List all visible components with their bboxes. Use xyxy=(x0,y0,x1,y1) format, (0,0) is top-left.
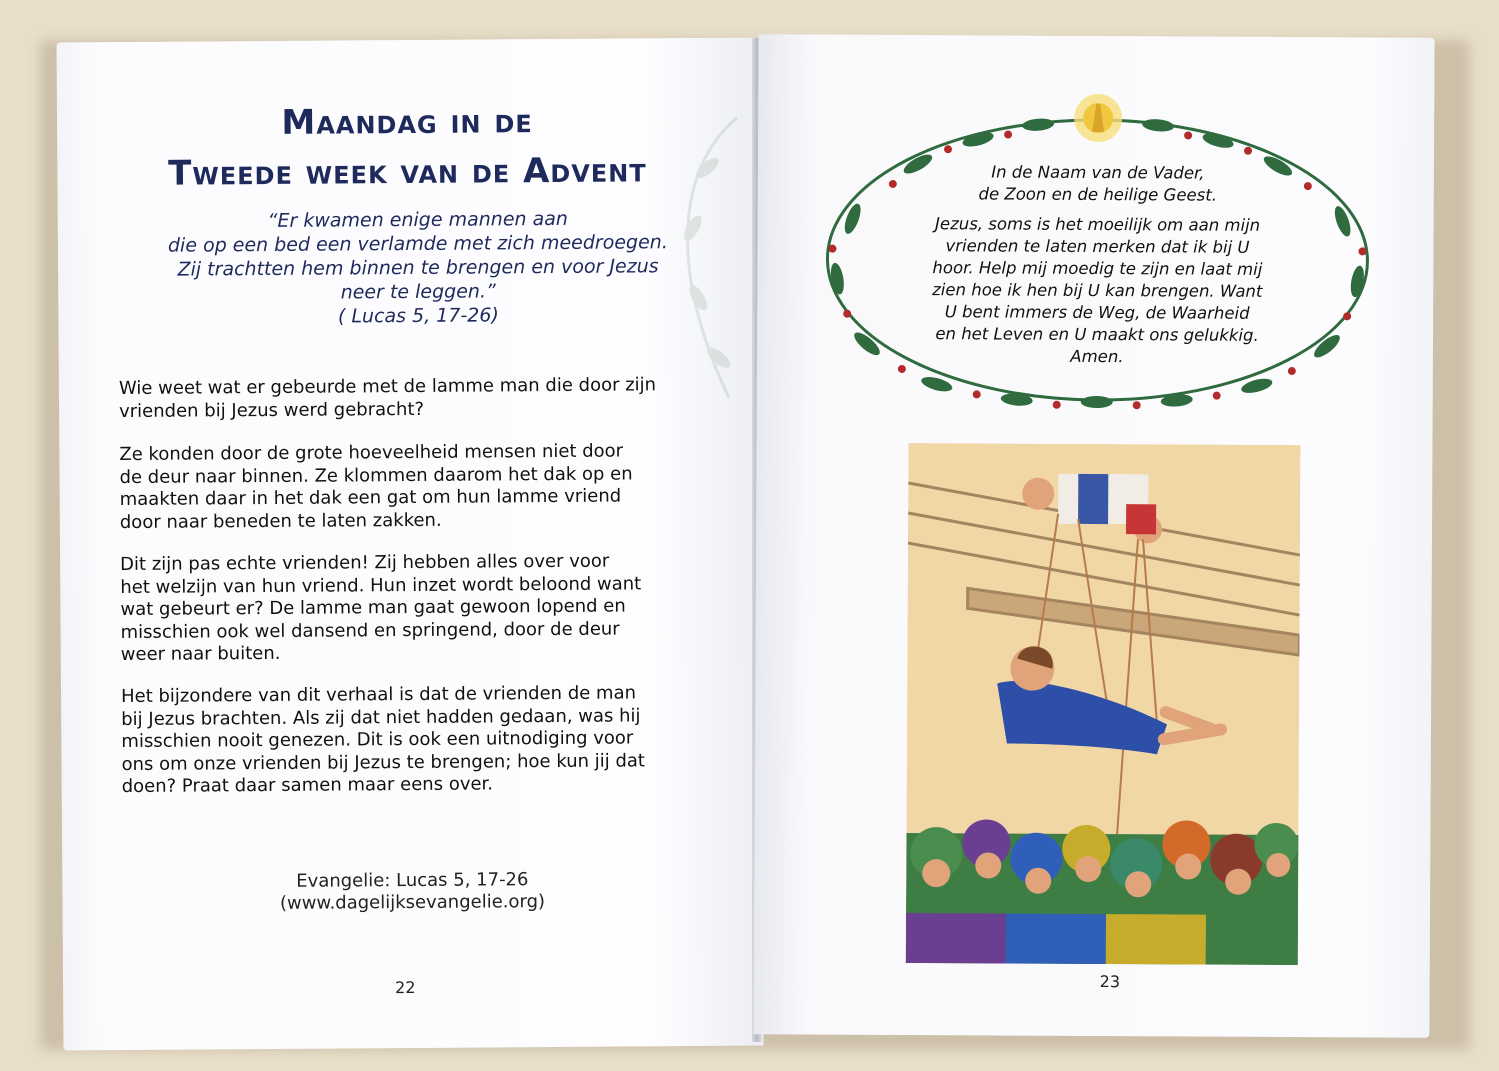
scripture-quote xyxy=(118,206,719,330)
text-line: Het bijzondere van dit verhaal is dat de vrienden de man xyxy=(120,682,637,708)
paralytic-lowered-through-roof-illustration xyxy=(906,443,1301,965)
text-line: weer naar buiten. xyxy=(120,642,281,666)
crowd xyxy=(906,819,1299,965)
page-title-line2: Tweede week van de Advent xyxy=(167,150,647,194)
prayer-line: vrienden te laten merken dat ik bij U xyxy=(945,236,1250,257)
quote-line: neer te leggen.” xyxy=(340,280,496,304)
prayer-line: hoor. Help mij moedig te zijn en laat mij xyxy=(932,258,1263,279)
text-line: doen? Praat daar samen maar eens over. xyxy=(121,773,494,798)
text-line: het welzijn van hun vriend. Hun inzet wordt beloond want xyxy=(120,572,642,598)
right-page xyxy=(753,34,1434,1038)
prayer-line: zien hoe ik hen bij U kan brengen. Want xyxy=(932,280,1263,301)
text-line: de deur naar binnen. Ze klommen daarom het dak op en xyxy=(119,462,633,488)
text-line: ons om onze vrienden bij Jezus te brengen; hoe kun jij dat xyxy=(121,749,646,775)
source-reference xyxy=(62,868,762,917)
left-page xyxy=(56,38,763,1051)
quote-line: die op een bed een verlamde met zich meedroegen. xyxy=(167,231,668,257)
prayer-line: In de Naam van de Vader, xyxy=(991,162,1205,183)
page-number-right: 23 xyxy=(1099,972,1121,992)
page-number-left: 22 xyxy=(395,977,416,998)
prayer-line: U bent immers de Weg, de Waarheid xyxy=(944,302,1250,323)
prayer-text xyxy=(867,161,1328,369)
text-line: bij Jezus brachten. Als zij dat niet hadden gedaan, was hij xyxy=(121,704,641,730)
paragraph-1 xyxy=(119,374,729,423)
prayer-line: Jezus, soms is het moeilijk om aan mijn xyxy=(935,214,1261,235)
paragraph-2 xyxy=(119,440,730,534)
text-line: misschien ook wel dansend en springend, door de deur xyxy=(120,618,620,643)
text-line: Wie weet wat er gebeurde met de lamme man die door zijn xyxy=(118,374,657,400)
text-line: misschien nooit genezen. Dit is ook een uitnodiging voor xyxy=(121,727,634,753)
prayer-line: en het Leven en U maakt ons gelukkig. xyxy=(935,324,1259,345)
prayer-line: Amen. xyxy=(1070,346,1124,367)
source-url: (www.dagelijksevangelie.org) xyxy=(279,891,546,914)
paragraph-4 xyxy=(121,682,732,799)
source-line: Evangelie: Lucas 5, 17-26 xyxy=(296,869,529,892)
prayer-line: de Zoon en de heilige Geest. xyxy=(978,184,1218,205)
quote-reference: ( Lucas 5, 17-26) xyxy=(337,304,499,328)
text-line: Dit zijn pas echte vrienden! Zij hebben alles over voor xyxy=(120,550,610,576)
text-line: vrienden bij Jezus werd gebracht? xyxy=(118,398,425,422)
praying-hands-icon xyxy=(1074,94,1122,142)
text-line: wat gebeurt er? De lamme man gaat gewoon lopend en xyxy=(120,595,626,621)
text-line: door naar beneden te laten zakken. xyxy=(119,509,442,533)
page-title-line1: Maandag in de xyxy=(281,101,533,143)
quote-line: “Er kwamen enige mannen aan xyxy=(267,207,568,232)
quote-line: Zij trachtten hem binnen te brengen en voor Jezus xyxy=(177,255,659,281)
text-line: Ze konden door de grote hoeveelheid mensen niet door xyxy=(119,440,624,466)
paragraph-3 xyxy=(120,550,731,667)
text-line: maakten daar in het dak een gat om hun lamme vriend xyxy=(119,485,622,511)
